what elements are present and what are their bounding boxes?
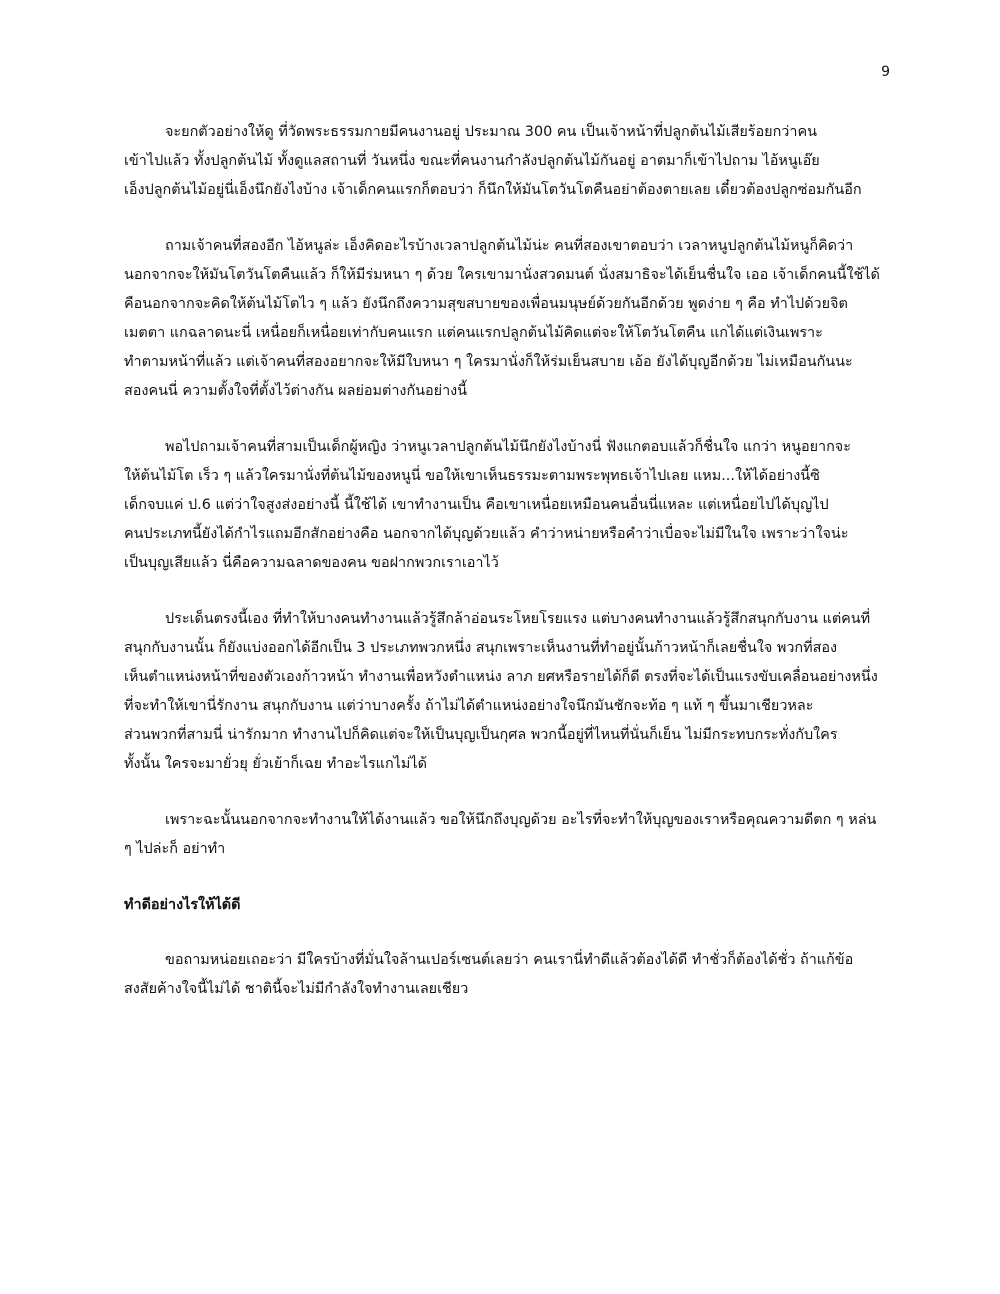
document-body xyxy=(124,118,892,1031)
paragraph-line: ส่วนพวกที่สามนี่ น่ารักมาก ทำงานไปก็คิดแต่จะให้เป็นบุญเป็นกุศล พวกนี้อยู่ที่ไหนที่นั่นก็เย็น ไม่มีกระทบกระทั่งกับใคร xyxy=(124,727,838,743)
paragraph-line: ประเด็นตรงนี้เอง ที่ทำให้บางคนทำงานแล้วรู้สึกล้าอ่อนระโหยโรยแรง แต่บางคนทำงานแล้วรู้สึกสนุกกับงาน แต่คนที่ xyxy=(165,611,871,627)
paragraph-line: คนประเภทนี้ยังได้กำไรแถมอีกสักอย่างคือ นอกจากได้บุญด้วยแล้ว คำว่าหน่ายหรือคำว่าเบื่อจะไม่มีในใจ เพราะว่าใจน่ะ xyxy=(124,526,849,542)
paragraph-line: เมตตา แกฉลาดนะนี่ เหนื่อยก็เหนื่อยเท่ากับคนแรก แต่คนแรกปลูกต้นไม้คิดแต่จะให้โตวันโตคืน แกได้แต่เงินเพราะ xyxy=(124,325,823,341)
paragraph-line: ที่จะทำให้เขานี่รักงาน สนุกกับงาน แต่ว่าบางครั้ง ถ้าไม่ได้ตำแหน่งอย่างใจนึกมันชักจะท้อ ๆ แท้ ๆ ขึ้นมาเชียวหละ xyxy=(124,698,814,714)
paragraph-line: สองคนนี่ ความตั้งใจที่ตั้งไว้ต่างกัน ผลย่อมต่างกันอย่างนี้ xyxy=(124,383,468,399)
paragraph-line: ให้ต้นไม้โต เร็ว ๆ แล้วใครมานั่งที่ต้นไม้ของหนูนี่ ขอให้เขาเห็นธรรมะตามพระพุทธเจ้าไปเลย แหม...ให้ได้อย่างนี้ซิ xyxy=(124,468,820,484)
paragraph-5 xyxy=(124,806,892,864)
paragraph-line: คือนอกจากจะคิดให้ต้นไม้โตไว ๆ แล้ว ยังนึกถึงความสุขสบายของเพื่อนมนุษย์ด้วยกันอีกด้วย พูดง่าย ๆ คือ ทำไปด้วยจิต xyxy=(124,296,848,312)
paragraph-line: เห็นตำแหน่งหน้าที่ของตัวเองก้าวหน้า ทำงานเพื่อหวังตำแหน่ง ลาภ ยศหรือรายได้ก็ดี ตรงที่จะได้เป็นแรงขับเคลื่อนอย่างหนึ่ง xyxy=(124,669,878,685)
paragraph-3 xyxy=(124,433,892,578)
paragraph-line: เพราะฉะนั้นนอกจากจะทำงานให้ได้งานแล้ว ขอให้นึกถึงบุญด้วย อะไรที่จะทำให้บุญของเราหรือคุณความดีตก ๆ หล่น xyxy=(165,812,877,828)
paragraph-line: ๆ ไปล่ะก็ อย่าทำ xyxy=(124,841,226,857)
page-number: 9 xyxy=(881,64,890,80)
paragraph-line: เป็นบุญเสียแล้ว นี่คือความฉลาดของคน ขอฝากพวกเราเอาไว้ xyxy=(124,555,499,571)
paragraph-line: เด็กจบแค่ ป.6 แต่ว่าใจสูงส่งอย่างนี้ นี้ใช้ได้ เขาทำงานเป็น คือเขาเหนื่อยเหมือนคนอื่นนี่แหละ แต่เหนื่อยไปได้บุญไป xyxy=(124,497,829,513)
paragraph-line: ขอถามหน่อยเถอะว่า มีใครบ้างที่มั่นใจล้านเปอร์เซนต์เลยว่า คนเรานี่ทำดีแล้วต้องได้ดี ทำชั่วก็ต้องได้ชั่ว ถ้าแก้ข้อ xyxy=(165,952,854,968)
paragraph-line: สนุกกับงานนั้น ก็ยังแบ่งออกได้อีกเป็น 3 ประเภทพวกหนึ่ง สนุกเพราะเห็นงานที่ทำอยู่นั้นก้าวหน้าก็เลยชื่นใจ พวกที่สอง xyxy=(124,640,838,656)
paragraph-line: เอ็งปลูกต้นไม้อยู่นี่เอ็งนึกยังไงบ้าง เจ้าเด็กคนแรกก็ตอบว่า ก็นึกให้มันโตวันโตคืนอย่าต้องตายเลย เดี๋ยวต้องปลูกซ่อมกันอีก xyxy=(124,182,862,198)
section-heading: ทำดีอย่างไรให้ได้ดี xyxy=(124,897,241,913)
paragraph-1 xyxy=(124,118,892,205)
paragraph-line: จะยกตัวอย่างให้ดู ที่วัดพระธรรมกายมีคนงานอยู่ ประมาณ 300 คน เป็นเจ้าหน้าที่ปลูกต้นไม้เสียร้อยกว่าคน xyxy=(165,124,817,140)
paragraph-line: ถามเจ้าคนที่สองอีก ไอ้หนูล่ะ เอ็งคิดอะไรบ้างเวลาปลูกต้นไม้น่ะ คนที่สองเขาตอบว่า เวลาหนูปลูกต้นไม้หนูก็คิดว่า xyxy=(165,238,854,254)
paragraph-line: พอไปถามเจ้าคนที่สามเป็นเด็กผู้หญิง ว่าหนูเวลาปลูกต้นไม้นึกยังไงบ้างนี่ ฟังแกตอบแล้วก็ชื่นใจ แกว่า หนูอยากจะ xyxy=(165,439,851,455)
paragraph-line: ทำตามหน้าที่แล้ว แต่เจ้าคนที่สองอยากจะให้มีใบหนา ๆ ใครมานั่งก็ให้ร่มเย็นสบาย เอ้อ ยังได้บุญอีกด้วย ไม่เหมือนกันนะ xyxy=(124,354,853,370)
paragraph-line: นอกจากจะให้มันโตวันโตคืนแล้ว ก็ให้มีร่มหนา ๆ ด้วย ใครเขามานั่งสวดมนต์ นั่งสมาธิจะได้เย็นชื่นใจ เออ เจ้าเด็กคนนี้ใช้ได้ xyxy=(124,267,880,283)
paragraph-line: ทั้งนั้น ใครจะมายั่วยุ ยั่วเย้าก็เฉย ทำอะไรแกไม่ได้ xyxy=(124,756,427,772)
paragraph-4 xyxy=(124,605,892,779)
paragraph-6 xyxy=(124,946,892,1004)
paragraph-line: สงสัยค้างใจนี้ไม่ได้ ชาตินี้จะไม่มีกำลังใจทำงานเลยเชียว xyxy=(124,981,469,997)
paragraph-line: เข้าไปแล้ว ทั้งปลูกต้นไม้ ทั้งดูแลสถานที่ วันหนึ่ง ขณะที่คนงานกำลังปลูกต้นไม้กันอยู่ อาตมาก็เข้าไปถาม ไอ้หนูเอ๊ย xyxy=(124,153,820,169)
paragraph-2 xyxy=(124,232,892,406)
